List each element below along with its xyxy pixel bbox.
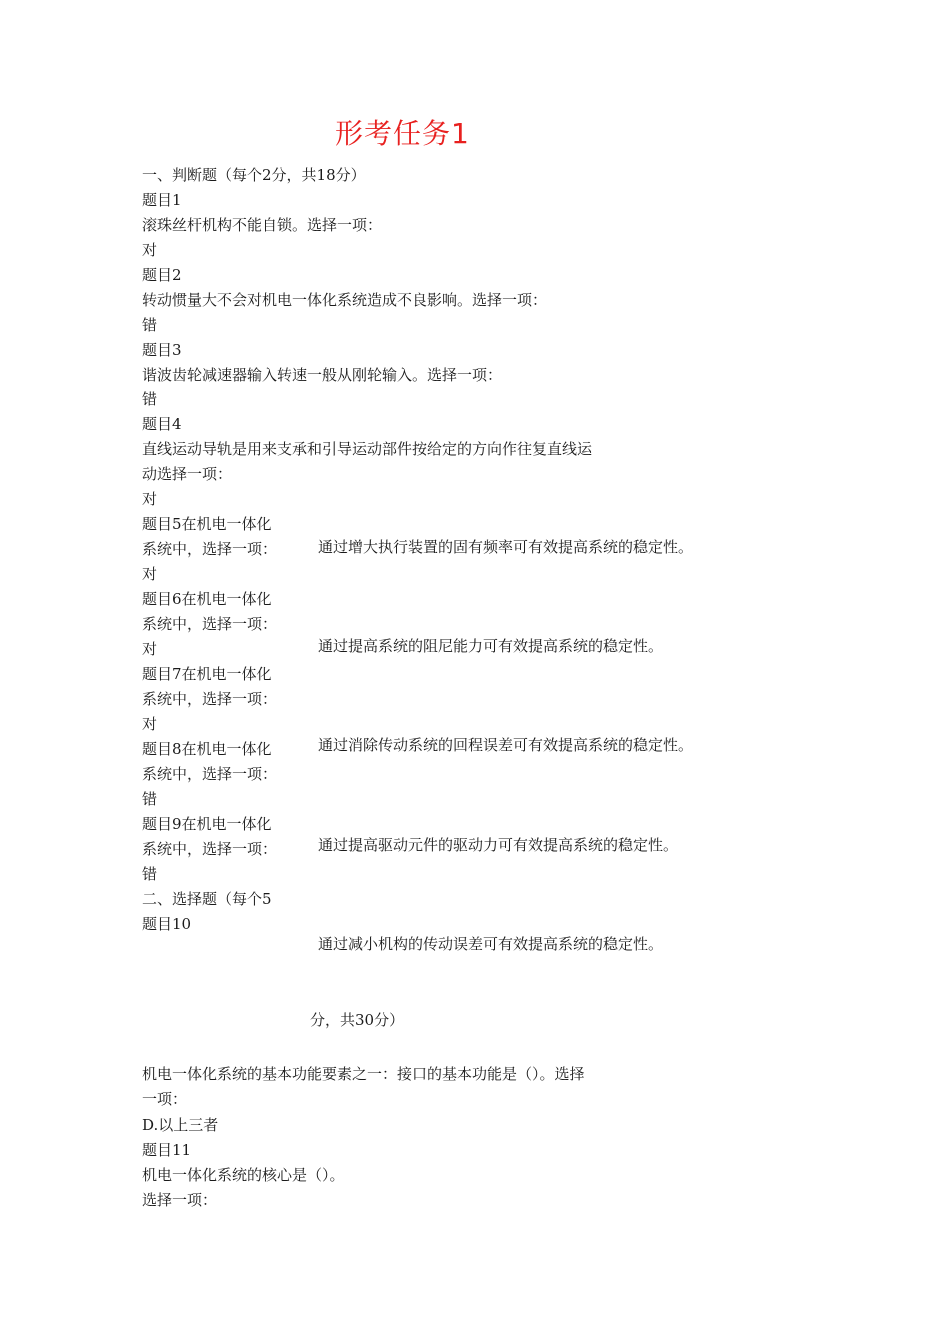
section-heading-choice-continued: 分，共30分） [310,1011,405,1029]
question-text: 滚珠丝杆机构不能自锁。选择一项： [142,216,383,234]
question-text: 系统中，选择一项： [142,540,278,558]
question-statement: 通过提高驱动元件的驱动力可有效提高系统的稳定性。 [318,836,679,854]
answer: 对 [142,241,158,259]
answer: 错 [142,316,158,334]
question-label: 题目8在机电一体化 [142,740,272,758]
question-label: 题目1 [142,191,182,209]
answer: 错 [142,865,158,883]
section-heading-judgment: 一、判断题（每个2分，共18分） [142,166,366,184]
question-text: 谐波齿轮减速器输入转速一般从刚轮输入。选择一项： [142,366,503,384]
question-statement: 通过消除传动系统的回程误差可有效提高系统的稳定性。 [318,736,694,754]
answer: 对 [142,490,158,508]
question-statement: 通过提高系统的阻尼能力可有效提高系统的稳定性。 [318,637,664,655]
question-label: 题目7在机电一体化 [142,665,272,683]
answer: 对 [142,715,158,733]
question-text: 系统中，选择一项： [142,690,278,708]
answer: 错 [142,390,158,408]
question-label: 题目4 [142,415,182,433]
question-label: 题目3 [142,341,182,359]
question-label: 题目6在机电一体化 [142,590,272,608]
question-text: 转动惯量大不会对机电一体化系统造成不良影响。选择一项： [142,291,548,309]
question-text: 直线运动导轨是用来支承和引导运动部件按给定的方向作往复直线运 [142,440,593,458]
question-statement: 通过增大执行装置的固有频率可有效提高系统的稳定性。 [318,538,694,556]
question-prompt: 选择一项： [142,1191,218,1209]
question-text: 系统中，选择一项： [142,840,278,858]
page-title: 形考任务1 [335,117,470,150]
answer: D.以上三者 [142,1116,219,1134]
question-text: 机电一体化系统的基本功能要素之一：接口的基本功能是（）。选择 [142,1065,585,1083]
question-label: 题目11 [142,1141,192,1159]
answer: 错 [142,790,158,808]
question-text: 一项： [142,1090,188,1108]
question-label: 题目5在机电一体化 [142,515,272,533]
question-label: 题目9在机电一体化 [142,815,272,833]
question-text: 系统中，选择一项： [142,765,278,783]
answer: 对 [142,565,158,583]
answer: 对 [142,640,158,658]
question-text: 系统中，选择一项： [142,615,278,633]
question-label: 题目2 [142,266,182,284]
section-heading-choice: 二、选择题（每个5 [142,890,272,908]
question-text: 机电一体化系统的核心是（）。 [142,1166,345,1184]
question-text: 动选择一项： [142,465,233,483]
question-statement: 通过减小机构的传动误差可有效提高系统的稳定性。 [318,935,664,953]
question-label: 题目10 [142,915,192,933]
